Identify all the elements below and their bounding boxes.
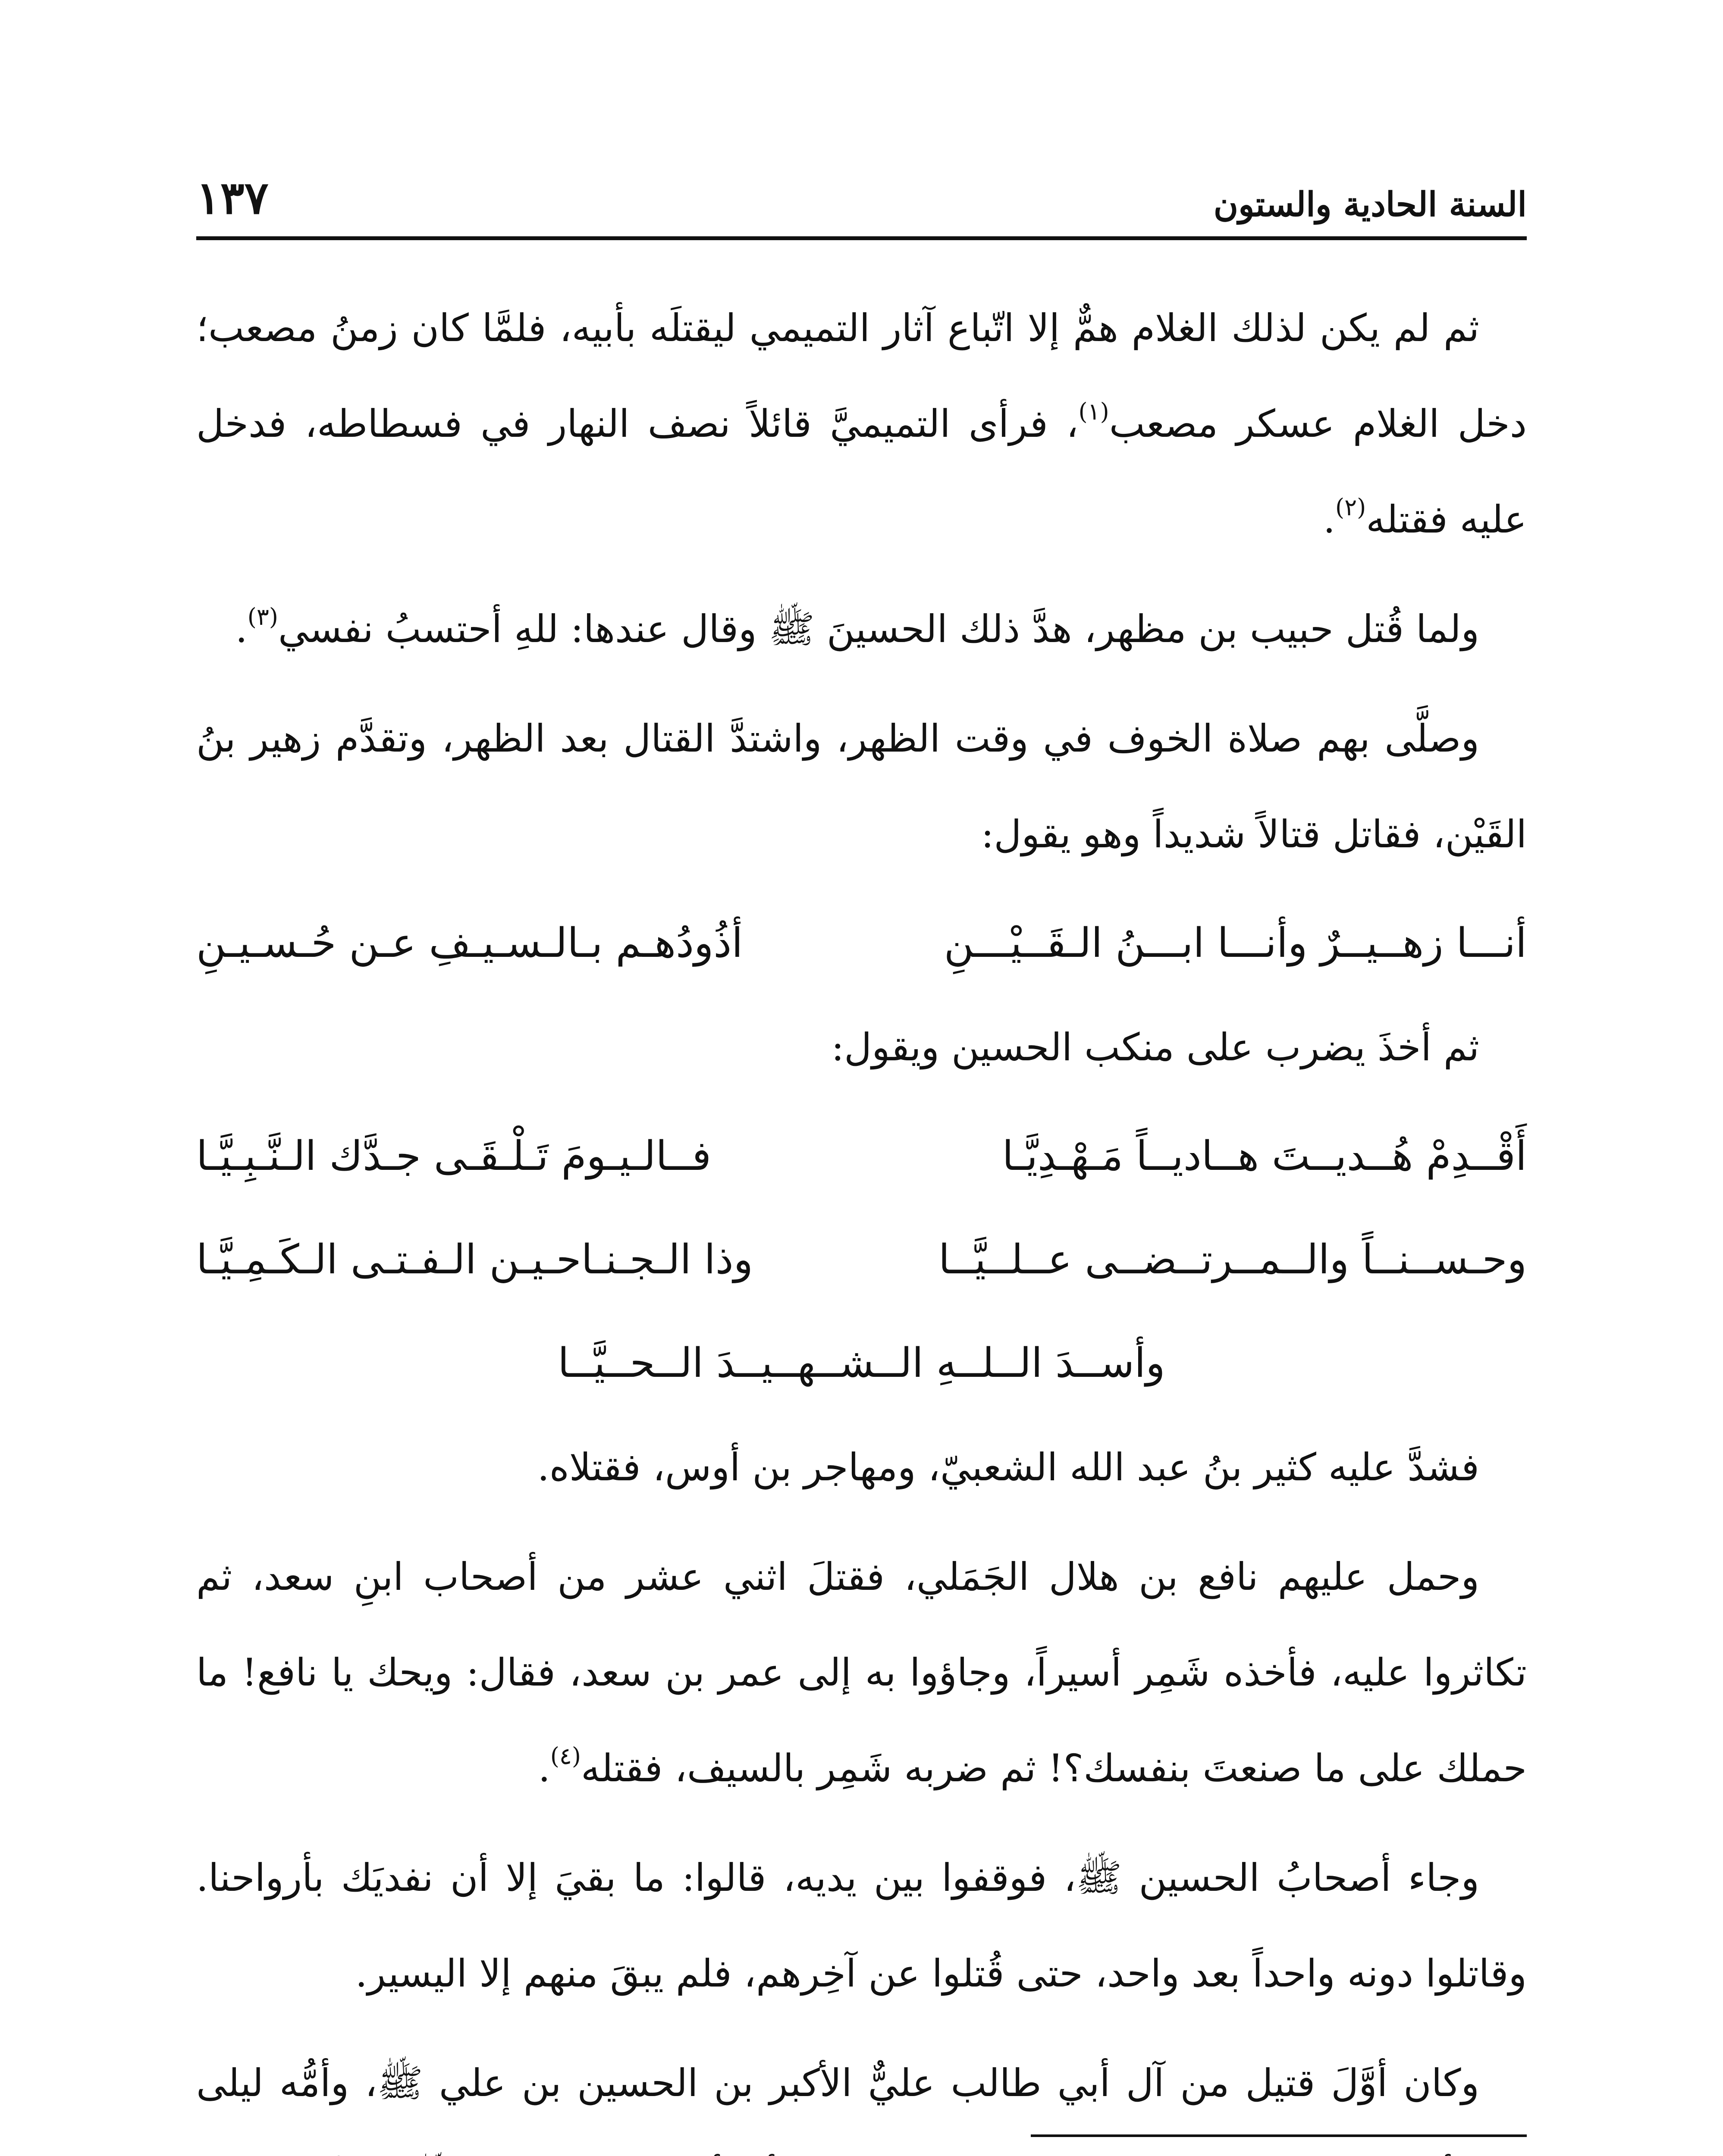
footnote-marker-4: (٤) (550, 1742, 581, 1770)
running-title: السنة الحادية والستون (1213, 185, 1527, 224)
footnote-separator (1031, 2134, 1527, 2137)
verse-line-1 (196, 896, 1527, 991)
verse-4-single: وأســدَ الــلــهِ الــشــهــيــدَ الــحــيَّــا (558, 1340, 1165, 1387)
footnote-marker-3: (٣) (247, 603, 278, 630)
footnote-marker-1: (١) (1078, 398, 1109, 425)
verse-1-first-hemistich: أنـــا زهــيــرٌ وأنـــا ابـــنُ الـقَــيْـــنِ (944, 920, 1527, 967)
paragraph-1: ثم لم يكن لذلك الغلام همٌّ إلا اتّباع آثار التميمي ليقتلَه بأبيه، فلمَّا كان زمنُ مصعب؛ دخل الغلام عسكر مصعب$^{(١)}$، فرأى التميميَّ قائلاً نصف النهار في فسطاطه، فدخل عليه فقتله$^{(٢)}$. (196, 306, 1527, 542)
paragraph-4: ثم أخذَ يضرب على منكب الحسين ويقول: (831, 1025, 1479, 1069)
page-number: ١٣٧ (196, 171, 269, 224)
paragraph-8: وكان أوَّلَ قتيل من آل أبي طالب عليٌّ الأكبر بن الحسين بن علي ﷺ، وأمُّه ليلى (196, 2061, 1479, 2105)
verse-2-second-hemistich: فــالـيـومَ تَـلْـقَـى جـدَّك الـنَّـبِـيَّـا (196, 1133, 712, 1180)
paragraph-7: وجاء أصحابُ الحسين ﷺ، فوقفوا بين يديه، قالوا: ما بقيَ إلا أن نفديَك بأرواحنا. وقاتلوا دونه واحداً بعد واحد، حتى قُتلوا عن آخِرهم، فلم يبقَ منهم إلا اليسير. (196, 1855, 1527, 1996)
verse-line-4 (196, 1316, 1527, 1411)
paragraph-2: ولما قُتل حبيب بن مظهر، هدَّ ذلك الحسينَ ﷺ وقال عندها: للهِ أحتسبُ نفسي$^{(٣)}$. (235, 603, 1479, 651)
verse-line-2 (196, 1109, 1527, 1204)
verse-3-second-hemistich: وذا الـجـنـاحـيـن الـفـتـى الـكَـمِـيَّـا (196, 1236, 753, 1283)
paragraph-3: وصلَّى بهم صلاة الخوف في وقت الظهر، واشتدَّ القتال بعد الظهر، وتقدَّم زهير بنُ القَيْن، فقاتل قتالاً شديداً وهو يقول: (196, 716, 1527, 856)
header-rule (196, 236, 1527, 240)
verse-line-3 (196, 1213, 1527, 1307)
verse-3-first-hemistich: وحـســنــاً والــمــرتــضــى عــلــيَّــا (938, 1236, 1527, 1283)
verse-2-first-hemistich: أَقْــدِمْ هُــديــتَ هــاديــاً مَـهْـدِيَّـا (1002, 1133, 1527, 1180)
paragraph-6: وحمل عليهم نافع بن هلال الجَمَلي، فقتلَ اثني عشر من أصحاب ابنِ سعد، ثم تكاثروا عليه، فأخذه شَمِر أسيراً، وجاؤوا به إلى عمر بن سعد، فقال: ويحك يا نافع! ما حملك على ما صنعتَ بنفسك؟! ثم ضربه شَمِر بالسيف، فقتله$^{(٤)}$. (196, 1554, 1527, 1790)
main-text (196, 280, 1527, 2156)
running-header (196, 164, 1527, 224)
verse-1-second-hemistich: أذُودُهـم بـالـسـيـفِ عـن حُـسـيـنِ (196, 920, 743, 967)
footnote-marker-2: (٢) (1335, 494, 1366, 521)
paragraph-5: فشدَّ عليه كثير بنُ عبد الله الشعبيّ، ومهاجر بن أوس، فقتلاه. (537, 1445, 1479, 1489)
